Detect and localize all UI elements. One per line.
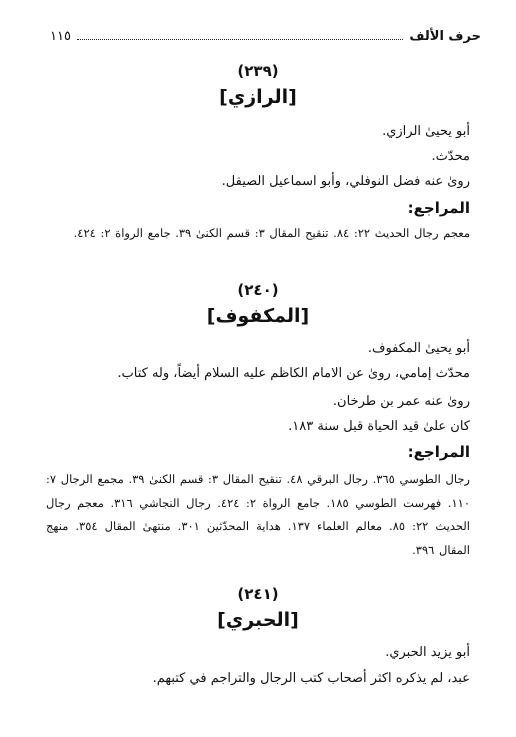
- entry-name: [المكفوف]: [206, 305, 310, 327]
- entry-text-line: كان علىٰ قيد الحياة قبل سنة ١٨٣.: [288, 419, 470, 434]
- entry-name: [الرازي]: [219, 86, 297, 108]
- references-heading: المراجع:: [407, 199, 470, 217]
- entry-text-line: محدّث.: [431, 149, 470, 164]
- page-number: ١١٥: [50, 29, 71, 44]
- running-header: [50, 24, 481, 44]
- dotted-leader: [77, 39, 403, 40]
- entry-text-line: أبو يحيىٰ المكفوف.: [367, 341, 470, 356]
- entry-text-line: روىٰ عنه عمر بن طرخان.: [332, 394, 470, 409]
- entry-text-line: روىٰ عنه فضل النوفلي، وأبو اسماعيل الصيقل.: [221, 174, 470, 189]
- entry-name: [الحبري]: [217, 609, 299, 631]
- entry-text-line: أبو يزيد الحبري.: [385, 645, 470, 660]
- entry-number: (٢٤١): [237, 585, 279, 603]
- references-text: معجم رجال الحديث ٢٢: ٨٤. تنقيح المقال ٣: قسم الكنىٰ ٣٩. جامع الرواة ٢: ٤٢٤.: [73, 226, 470, 240]
- entry-number: (٢٤٠): [237, 281, 279, 299]
- entry-text-line: عبد، لم يذكره اكثر أصحاب كتب الرجال والتراجم في كتبهم.: [152, 671, 470, 686]
- chapter-title: حرف الألف: [409, 29, 481, 44]
- references-text: رجال الطوسي ٣٦٥. رجال البرقي ٤٨. تنقيح المقال ٣: قسم الكنىٰ ٣٩. مجمع الرجال ٧: ١١٠. فهرست الطوسي ١٨٥. جامع الرواة ٢: ٤٢٤. رجال النجاشي ٣١٦. معجم رجال الحديث ٢٢: ٨٥. معالم العلماء ١٣٧. هداية المحدّثين ٣٠١. منتهىٰ المقال ٣٥٤. منهج المقال ٣٩٦.: [46, 472, 471, 557]
- entry-text-line: أبو يحيىٰ الرازي.: [382, 124, 470, 139]
- entry-text-line: محدّث إمامي، روىٰ عن الامام الكاظم عليه السلام أيضاً، وله كتاب.: [117, 366, 470, 381]
- references-heading: المراجع:: [407, 443, 470, 461]
- entry-number: (٢٣٩): [237, 62, 279, 80]
